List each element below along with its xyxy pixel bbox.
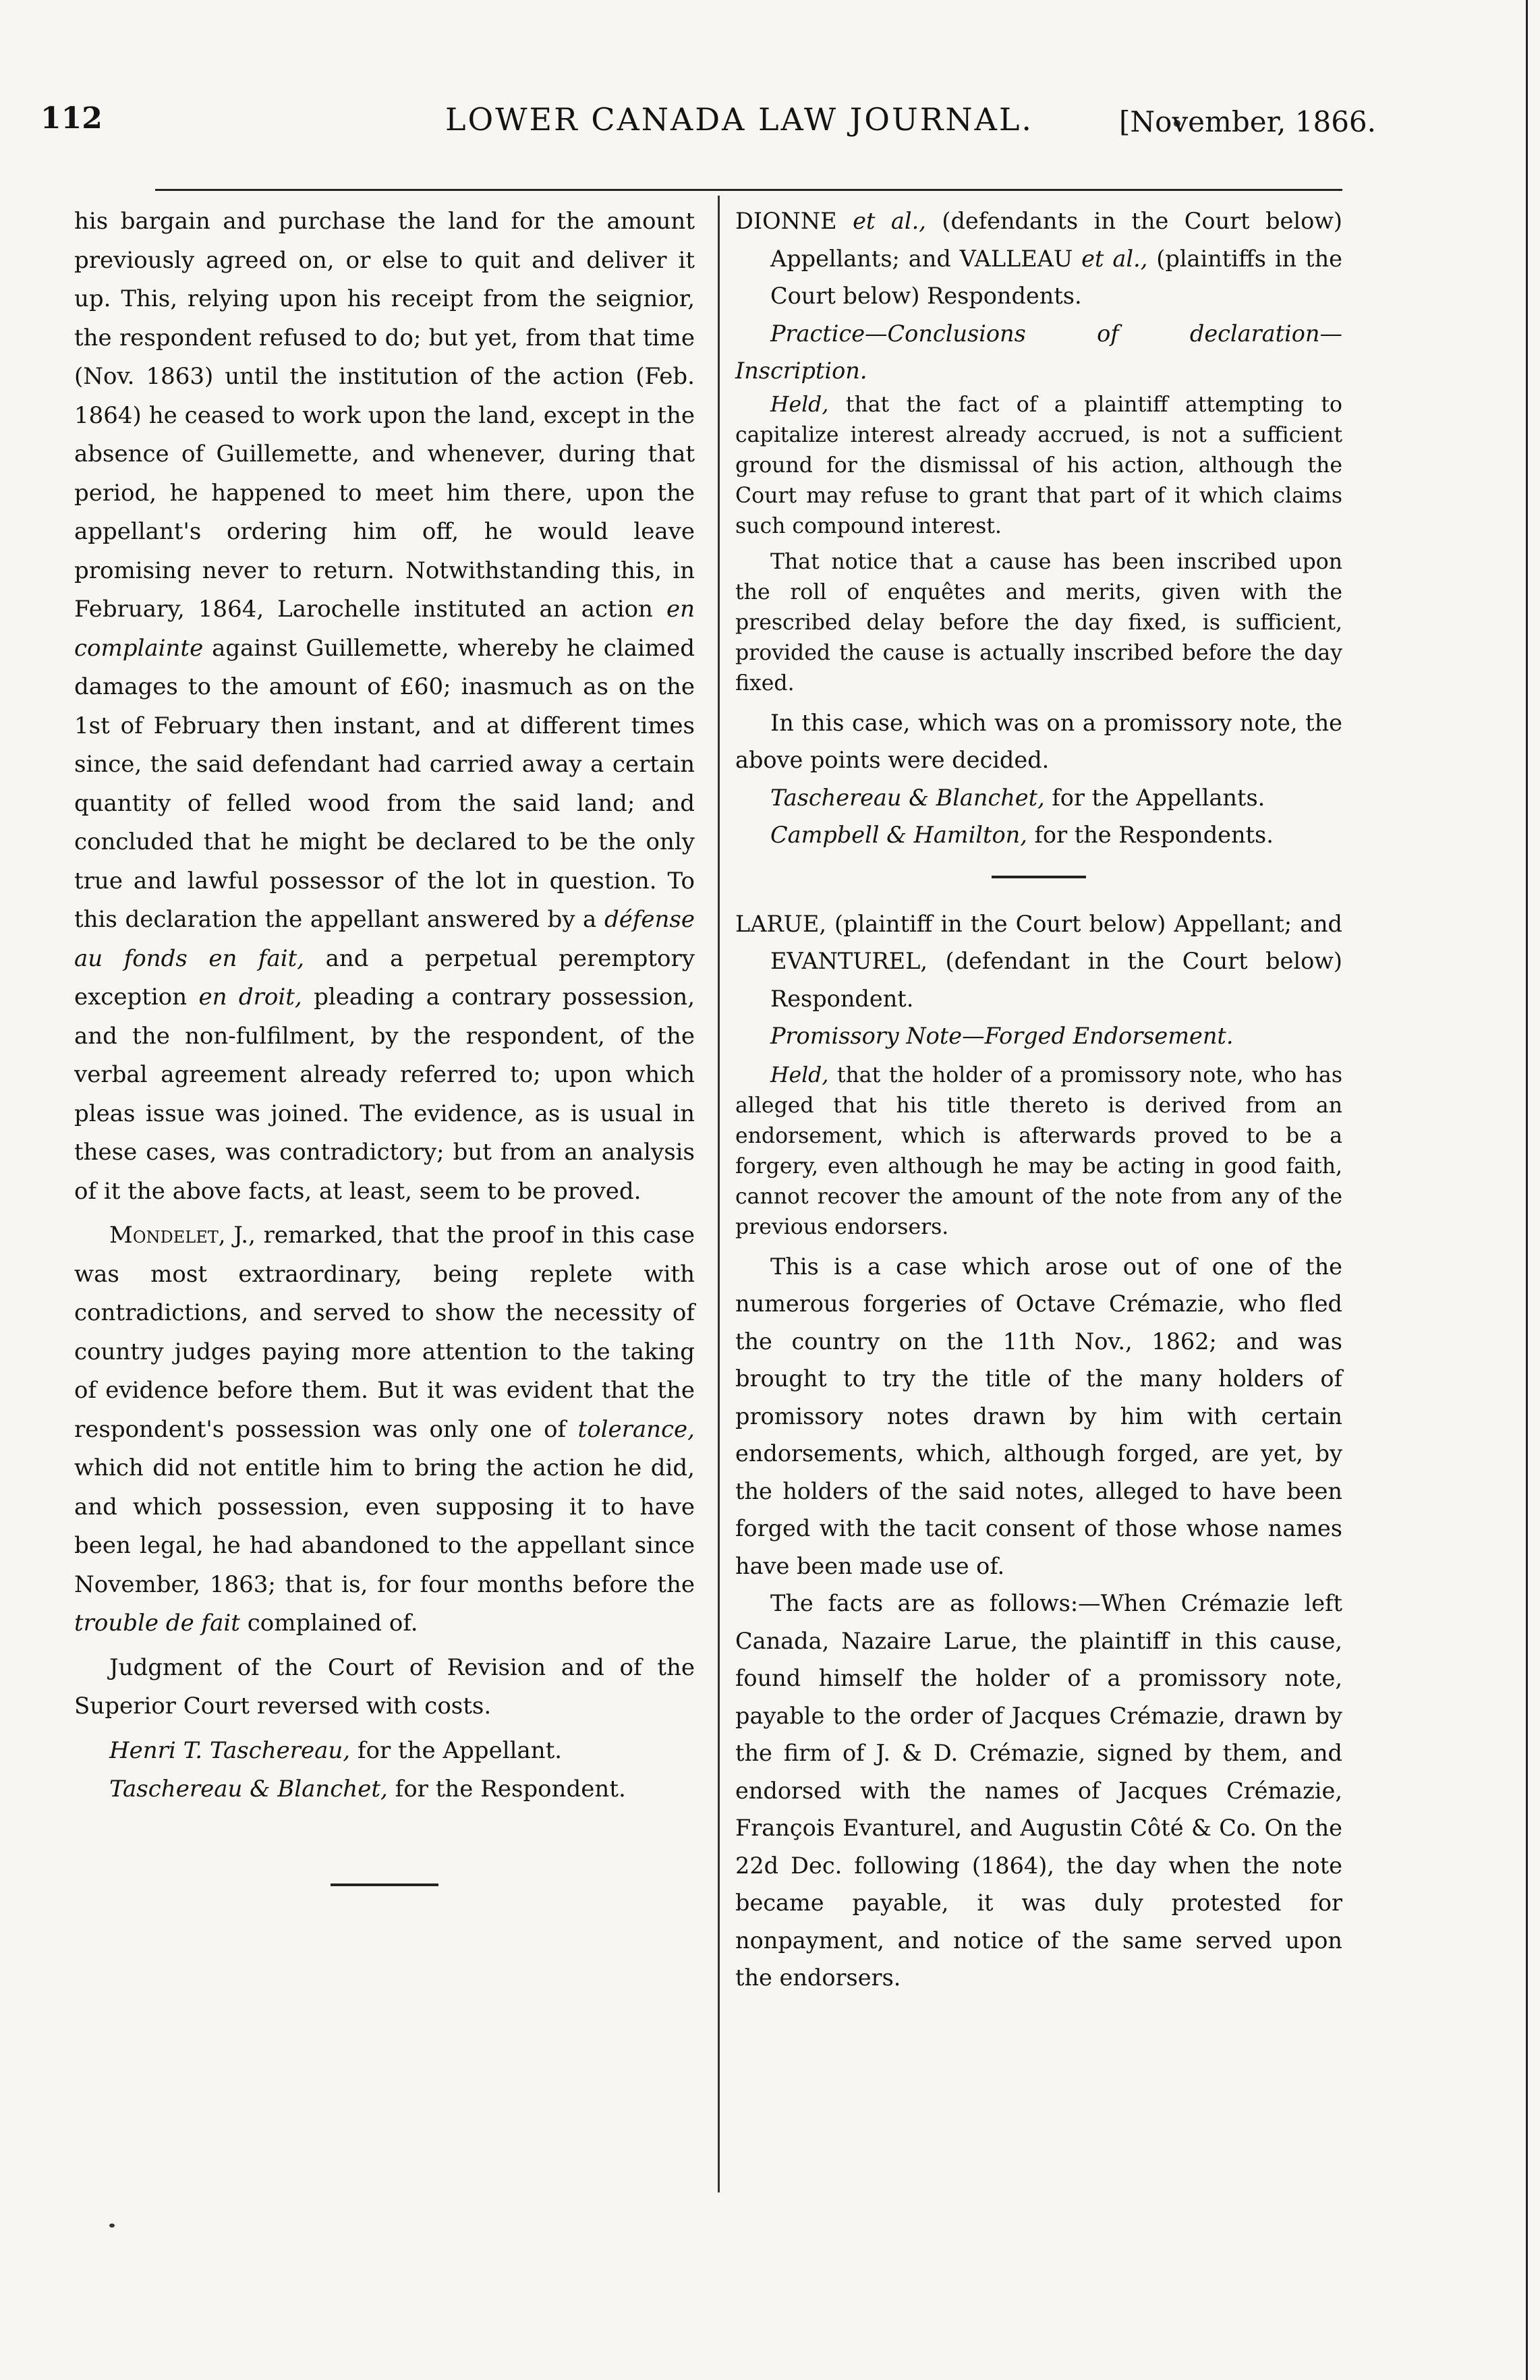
case-parties-dionne: DIONNE et al., (defendants in the Court below) Appellants; and VALLEAU et al., (plaintiffs in the Court below) Respondents. <box>735 208 1342 309</box>
case-separator-rule <box>992 876 1086 878</box>
case-subject: Practice—Conclusions of declaration—Inscription. <box>735 320 1342 384</box>
left-column <box>74 202 695 1886</box>
column-separator <box>718 196 720 2192</box>
continued-paragraph: his bargain and purchase the land for the amount previously agreed on, or else to quit and deliver it up. This, relying upon his receipt from the seignior, the respondent refused to do; but yet, from that time (Nov. 1863) until the institution of the action (Feb. 1864) he ceased to work upon the land, except in the absence of Guillemette, and whenever, during that period, he happened to meet him there, upon the appellant's ordering him off, he would leave promising never to return. Notwithstanding this, in February, 1864, Larochelle instituted an action en complainte against Guillemette, whereby he claimed damages to the amount of £60; inasmuch as on the 1st of February then instant, and at different times since, the said defendant had carried away a certain quantity of felled wood from the said land; and concluded that he might be declared to be the only true and lawful possessor of the lot in question. To this declaration the appellant answered by a défense au fonds en fait, and a perpetual peremptory exception en droit, pleading a contrary possession, and the non-fulfilment, by the respondent, of the verbal agreement already referred to; upon which pleas issue was joined. The evidence, as is usual in these cases, was contradictory; but from an analysis of it the above facts, at least, seem to be proved. <box>74 208 695 1205</box>
counsel-respondents: Campbell & Hamilton, for the Respondents. <box>770 822 1274 848</box>
case-subject: Promissory Note—Forged Endorsement. <box>770 1023 1234 1049</box>
page-edge-line <box>1526 0 1528 2380</box>
journal-title: LOWER CANADA LAW JOURNAL. <box>445 101 1033 138</box>
judge-remarks: Mondelet, J., remarked, that the proof in this case was most extraordinary, being replete with contradictions, and served to show the necessity of country judges paying more attention to the taking of evidence before them. But it was evident that the respondent's possession was only one of tolerance, which did not entitle him to bring the action he did, and which possession, even supposing it to have been legal, he had abandoned to the appellant since November, 1863; that is, for four months before the trouble de fait complained of. <box>74 1222 695 1637</box>
counsel-appellants: Taschereau & Blanchet, for the Appellants. <box>770 784 1265 811</box>
held-paragraph: Held, that the fact of a plaintiff attempting to capitalize interest already accrued, is not a sufficient ground for the dismissal of his action, although the Court may refuse to grant that part of it which claims such compound interest. <box>735 392 1342 538</box>
case-text: This is a case which arose out of one of the numerous forgeries of Octave Crémazie, who fled the country on the 11th Nov., 1862; and was brought to try the title of the many holders of promissory notes drawn by him with certain endorsements, which, although forged, are yet, by the holders of the said notes, alleged to have been forged with the tacit consent of those whose names have been made use of. <box>735 1253 1342 1579</box>
case-parties-larue: LARUE, (plaintiff in the Court below) Appellant; and EVANTUREL, (defendant in the Court below) Respondent. <box>735 910 1342 1012</box>
page-number: 112 <box>40 101 103 136</box>
section-end-rule <box>331 1883 438 1886</box>
case-facts: The facts are as follows:—When Crémazie left Canada, Nazaire Larue, the plaintiff in this cause, found himself the holder of a promissory note, payable to the order of Jacques Crémazie, drawn by the firm of J. & D. Crémazie, signed by them, and endorsed with the names of Jacques Crémazie, François Evanturel, and Augustin Côté & Co. On the 22d Dec. following (1864), the day when the note became payable, it was duly protested for nonpayment, and notice of the same served upon the endorsers. <box>735 1590 1342 1991</box>
case-text: In this case, which was on a promissory note, the above points were decided. <box>735 709 1342 773</box>
held-paragraph-2: That notice that a cause has been inscribed upon the roll of enquêtes and merits, given with the prescribed delay before the day fixed, is sufficient, provided the cause is actually inscribed before the day fixed. <box>735 549 1342 696</box>
judgment: Judgment of the Court of Revision and of the Superior Court reversed with costs. <box>74 1653 695 1720</box>
running-header <box>40 101 1376 162</box>
ink-speck <box>109 2223 115 2228</box>
counsel-appellant: Henri T. Taschereau, for the Appellant. <box>109 1736 563 1764</box>
right-column <box>735 202 1342 2002</box>
counsel-respondent: Taschereau & Blanchet, for the Respondent. <box>109 1776 626 1803</box>
held-paragraph: Held, that the holder of a promissory note, who has alleged that his title thereto is derived from an endorsement, which is afterwards proved to be a forgery, even although he may be acting in good faith, cannot recover the amount of the note from any of the previous endorsers. <box>735 1062 1342 1239</box>
issue-date: [November, 1866. <box>1119 105 1376 138</box>
header-rule <box>155 189 1342 191</box>
